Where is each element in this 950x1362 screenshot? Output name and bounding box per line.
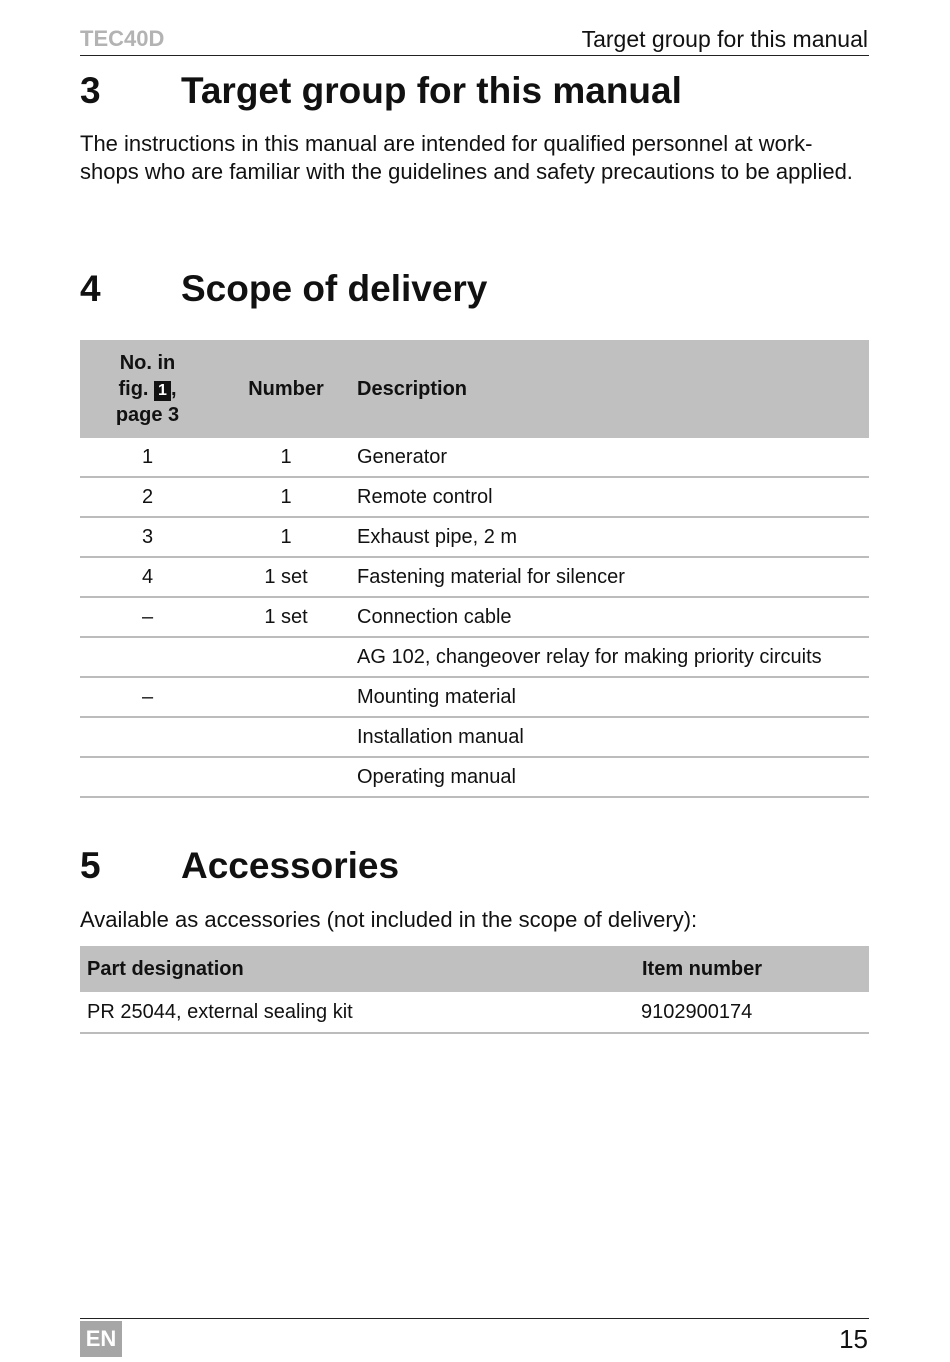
cell-no [80,637,215,677]
cell-number: 1 [215,517,357,557]
cell-number [215,677,357,717]
section-4-number: 4 [80,268,101,309]
cell-item-number: 9102900174 [641,992,869,1033]
section-3-paragraph: The instructions in this manual are intended for qualified personnel at work-shops who are familiar with the guidelines and safety precautions to be applied. [80,131,853,184]
cell-no [80,717,215,757]
page-number: 15 [839,1324,868,1354]
column-header-no-line2-prefix: fig. [118,378,149,400]
table-row [80,477,869,517]
table-header-row [80,340,869,438]
running-header-title: Target group for this manual [581,26,868,52]
table-row [80,677,869,717]
section-3-title: Target group for this manual [181,70,682,111]
cell-no: 3 [80,517,215,557]
column-header-no-in-fig [80,340,215,438]
section-5-title: Accessories [181,845,400,886]
column-header-description: Description [357,340,869,438]
cell-description: Exhaust pipe, 2 m [357,517,869,557]
table-header-row [80,946,869,992]
table-row [80,517,869,557]
section-5-number: 5 [80,845,101,886]
table-row [80,597,869,637]
cell-part-designation: PR 25044, external sealing kit [80,992,641,1033]
table-row [80,992,869,1033]
table-row [80,557,869,597]
cell-description: Mounting material [357,677,869,717]
cell-number: 1 [215,438,357,477]
table-row [80,757,869,797]
section-4-title: Scope of delivery [181,268,488,309]
cell-number: 1 set [215,557,357,597]
column-header-item-number: Item number [641,946,869,992]
column-header-no-line2-suffix: , [170,378,177,400]
cell-number: 1 [215,477,357,517]
header-divider [80,55,869,56]
footer-divider [80,1318,869,1319]
cell-description: Connection cable [357,597,869,637]
scope-of-delivery-table [80,340,869,798]
cell-description: Remote control [357,477,869,517]
cell-description: Fastening material for silencer [357,557,869,597]
cell-description: AG 102, changeover relay for making priority circuits [357,637,869,677]
cell-no: – [80,597,215,637]
cell-number [215,757,357,797]
cell-description: Generator [357,438,869,477]
column-header-number: Number [215,340,357,438]
cell-description: Installation manual [357,717,869,757]
table-row [80,438,869,477]
cell-number [215,717,357,757]
accessories-table [80,946,869,1034]
document-model-name: TEC40D [80,26,165,51]
section-5-intro: Available as accessories (not included in the scope of delivery): [80,907,698,932]
cell-number [215,637,357,677]
cell-description: Operating manual [357,757,869,797]
cell-no: 1 [80,438,215,477]
column-header-no-line3: page 3 [115,404,180,426]
section-3-number: 3 [80,70,101,111]
cell-no [80,757,215,797]
column-header-no-line1: No. in [119,352,176,374]
figure-reference-badge: 1 [154,381,171,401]
column-header-part-designation: Part designation [80,946,641,992]
cell-no: – [80,677,215,717]
language-badge: EN [80,1321,122,1357]
cell-number: 1 set [215,597,357,637]
cell-no: 2 [80,477,215,517]
cell-no: 4 [80,557,215,597]
table-row [80,637,869,677]
table-row [80,717,869,757]
